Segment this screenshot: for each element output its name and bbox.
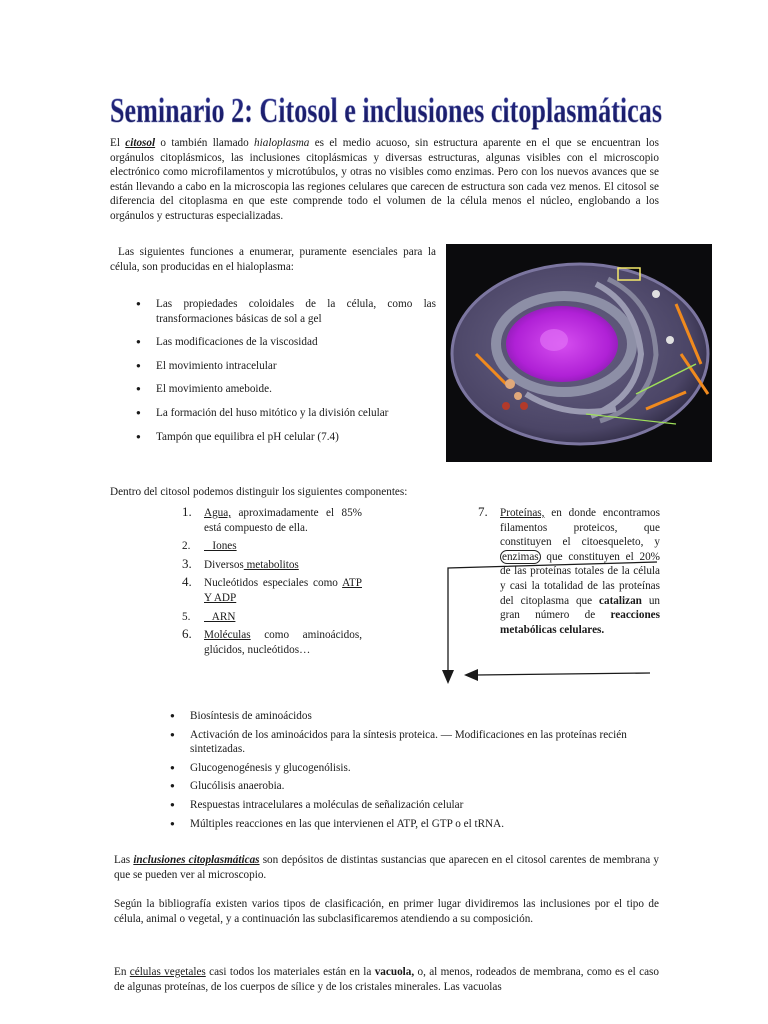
- list-item: [178, 576, 362, 605]
- arrow-connectors: [436, 560, 666, 685]
- components-list-left: [178, 506, 362, 661]
- item-number: 7.: [478, 504, 488, 519]
- item-number: 5.: [182, 610, 191, 623]
- list-item: [178, 610, 362, 625]
- list-item: [178, 506, 362, 535]
- intro-text: o también llamado: [155, 137, 255, 149]
- page-title: [108, 84, 668, 134]
- list-item: ● Biosíntesis de aminoácidos: [166, 709, 660, 724]
- functions-list: [132, 297, 436, 453]
- list-item: ● Las propiedades coloidales de la célula, como las transformaciones básicas de sol a gel: [132, 297, 436, 326]
- term-inclusiones: inclusiones citoplasmáticas: [133, 854, 260, 866]
- item-term: ATP Y ADP: [204, 577, 362, 604]
- term-celulas-vegetales: células vegetales: [129, 966, 206, 978]
- bibliografia-paragraph: Según la bibliografía existen varios tipos de clasificación, en primer lugar dividiremos las inclusiones por el tipo de célula, animal o vegetal, y a continuación las subclasificaremos atendiendo a su composición.: [114, 898, 659, 925]
- item-term: Moléculas: [204, 629, 251, 642]
- item-number: 6.: [182, 626, 192, 642]
- item-number: 4.: [182, 574, 192, 590]
- term-citosol: citosol: [125, 137, 156, 149]
- item-term: Proteínas,: [500, 507, 545, 519]
- item-text: en donde encontramos filamentos proteicos, que constituyen el citoesqueleto, y: [500, 507, 660, 549]
- item-text: que constituyen el 20% de las proteínas totales de la célula y casi la totalidad de las proteínas del citoplasma que: [500, 550, 660, 607]
- item-text: como aminoácidos, glúcidos, nucleótidos…: [204, 629, 362, 656]
- item-number: 1.: [182, 504, 192, 519]
- term-reacciones: reacciones metabólicas celulares.: [500, 609, 660, 636]
- item-term: Iones: [204, 540, 237, 553]
- list-item: ● Glucogenogénesis y glucogenólisis.: [166, 761, 660, 776]
- list-item: ● Activación de los aminoácidos para la síntesis proteica. — Modificaciones en las proteínas recién sintetizadas.: [166, 728, 660, 757]
- list-item: ● Múltiples reacciones en las que intervienen el ATP, el GTP o el tRNA.: [166, 817, 660, 832]
- list-item: ● Respuestas intracelulares a moléculas de señalización celular: [166, 798, 660, 813]
- item-text: aproximadamente el 85% está compuesto de ella.: [204, 507, 362, 534]
- term-catalizan: catalizan: [599, 594, 642, 607]
- list-item: [178, 628, 362, 657]
- intro-paragraph: [110, 136, 659, 224]
- cell-drawing: [446, 244, 712, 462]
- list-item: [178, 555, 362, 573]
- arrow-left-icon: [464, 669, 478, 681]
- para-text: son depósitos de distintas sustancias que aparecen en el citosol carentes de membrana y que se pueden ver al microscopio.: [114, 854, 660, 881]
- list-item: ● Las modificaciones de la viscosidad: [132, 335, 436, 350]
- intro-text: es el medio acuoso, sin estructura aparente en el que se encuentran los orgánulos citoplásmicos, las inclusiones citoplásmicas y diversas estructuras, algunas visibles con el microscopio electrónico como microfilamentos y microtúbulos, y otras no visibles como enzimas. Pero con los nuevos avances que se están llevando a cabo en la microscopia las regiones celulares que carecen de estructura son cada vez menos. El citosol se diferencia del citoplasma en que este comprende todo el volumen de la célula menos el núcleo, englobando a los orgánulos y estructuras especializadas.: [110, 137, 659, 222]
- list-item: ● El movimiento intracelular: [132, 359, 436, 374]
- para-text: En: [114, 966, 130, 978]
- para-text: casi todos los materiales están en la: [205, 966, 375, 978]
- item-number: 3.: [182, 555, 192, 571]
- components-lead: Dentro del citosol podemos distinguir los siguientes componentes:: [110, 486, 408, 498]
- list-item: [178, 539, 362, 554]
- para-text: o, al menos, rodeados de membrana, como es el caso de algunas proteínas, de los cuerpos de sílice y de los cristales minerales. Las vacuolas: [114, 966, 659, 993]
- item-term: Agua,: [204, 507, 232, 519]
- item-term: ARN: [204, 610, 236, 623]
- list-item: ● Glucólisis anaerobia.: [166, 779, 660, 794]
- item-number: 2.: [182, 540, 191, 553]
- arrow-down-icon: [442, 670, 454, 684]
- item-text: un gran número de: [500, 594, 660, 622]
- reactions-list: [166, 709, 660, 835]
- intro-text: El: [110, 137, 126, 149]
- vegetales-paragraph: [114, 965, 659, 994]
- title-text: Seminario 2: Citosol e inclusiones citoplasmáticas: [110, 91, 662, 130]
- cell-illustration: [446, 244, 712, 462]
- list-item: ● El movimiento ameboide.: [132, 382, 436, 397]
- item-text: Nucleótidos especiales como: [204, 577, 343, 590]
- term-enzimas: enzimas: [502, 550, 539, 563]
- list-item: ● Tampón que equilibra el pH celular (7.4): [132, 430, 436, 445]
- functions-lead: Las siguientes funciones a enumerar, puramente esenciales para la célula, son producidas en el hialoplasma:: [110, 246, 436, 273]
- item-term: metabolitos: [243, 558, 299, 571]
- item-text: Diversos: [204, 558, 244, 571]
- list-item: ● La formación del huso mitótico y la división celular: [132, 406, 436, 421]
- inclusiones-paragraph: [114, 853, 659, 882]
- para-text: Las: [114, 854, 134, 866]
- term-hialoplasma: hialoplasma: [254, 137, 310, 149]
- term-vacuola: vacuola,: [374, 966, 415, 978]
